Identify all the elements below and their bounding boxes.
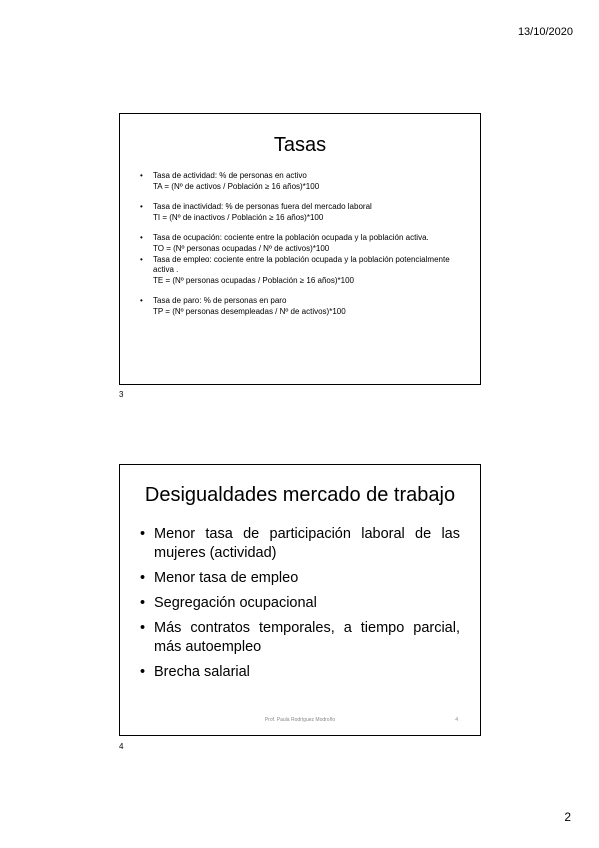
bullet-formula: TO = (Nº personas ocupadas / Nº de activos)*100 (153, 244, 330, 253)
bullet-item: • Segregación ocupacional (140, 594, 460, 613)
bullet-item (140, 171, 466, 192)
bullet-item (140, 255, 466, 286)
bullet-text: Tasa de ocupación: cociente entre la población ocupada y la población activa. (153, 233, 429, 242)
bullet-formula: TI = (Nº de inactivos / Población ≥ 16 años)*100 (153, 213, 324, 222)
page-number: 2 (564, 810, 571, 824)
bullet-item: • Menor tasa de participación laboral de las mujeres (actividad) (140, 525, 460, 563)
bullet-formula: TP = (Nº personas desempleadas / Nº de activos)*100 (153, 307, 346, 316)
bullet-text: Tasa de inactividad: % de personas fuera del mercado laboral (153, 202, 372, 211)
slide-footer-number: 4 (455, 717, 458, 723)
bullet-text: Tasa de paro: % de personas en paro (153, 296, 287, 305)
bullet-item (140, 296, 466, 317)
slide-tasas (119, 113, 481, 385)
bullet-formula: TA = (Nº de activos / Población ≥ 16 años)*100 (153, 182, 320, 191)
bullet-item: • Más contratos temporales, a tiempo parcial, más autoempleo (140, 619, 460, 657)
bullet-item: • Menor tasa de empleo (140, 569, 460, 588)
slide-number-label: 3 (119, 390, 124, 399)
bullet-text: Tasa de actividad: % de personas en activo (153, 171, 307, 180)
slide-desigualdades (119, 464, 481, 736)
slide-bullet-list (120, 525, 480, 682)
bullet-formula: TE = (Nº personas ocupadas / Población ≥ 16 años)*100 (153, 276, 354, 285)
bullet-text: Tasa de empleo: cociente entre la población ocupada y la población potencialmente activa . (153, 255, 450, 274)
slide-number-label: 4 (119, 742, 124, 751)
slide-footer: Prof. Paula Rodríguez Modroño (264, 717, 336, 723)
slide-title: Desigualdades mercado de trabajo (144, 484, 456, 506)
bullet-item (140, 202, 466, 223)
slide-title: Tasas (273, 134, 327, 156)
slide-bullet-list (120, 171, 480, 317)
bullet-item (140, 233, 466, 254)
bullet-item: • Brecha salarial (140, 663, 460, 682)
print-date: 13/10/2020 (517, 26, 573, 38)
